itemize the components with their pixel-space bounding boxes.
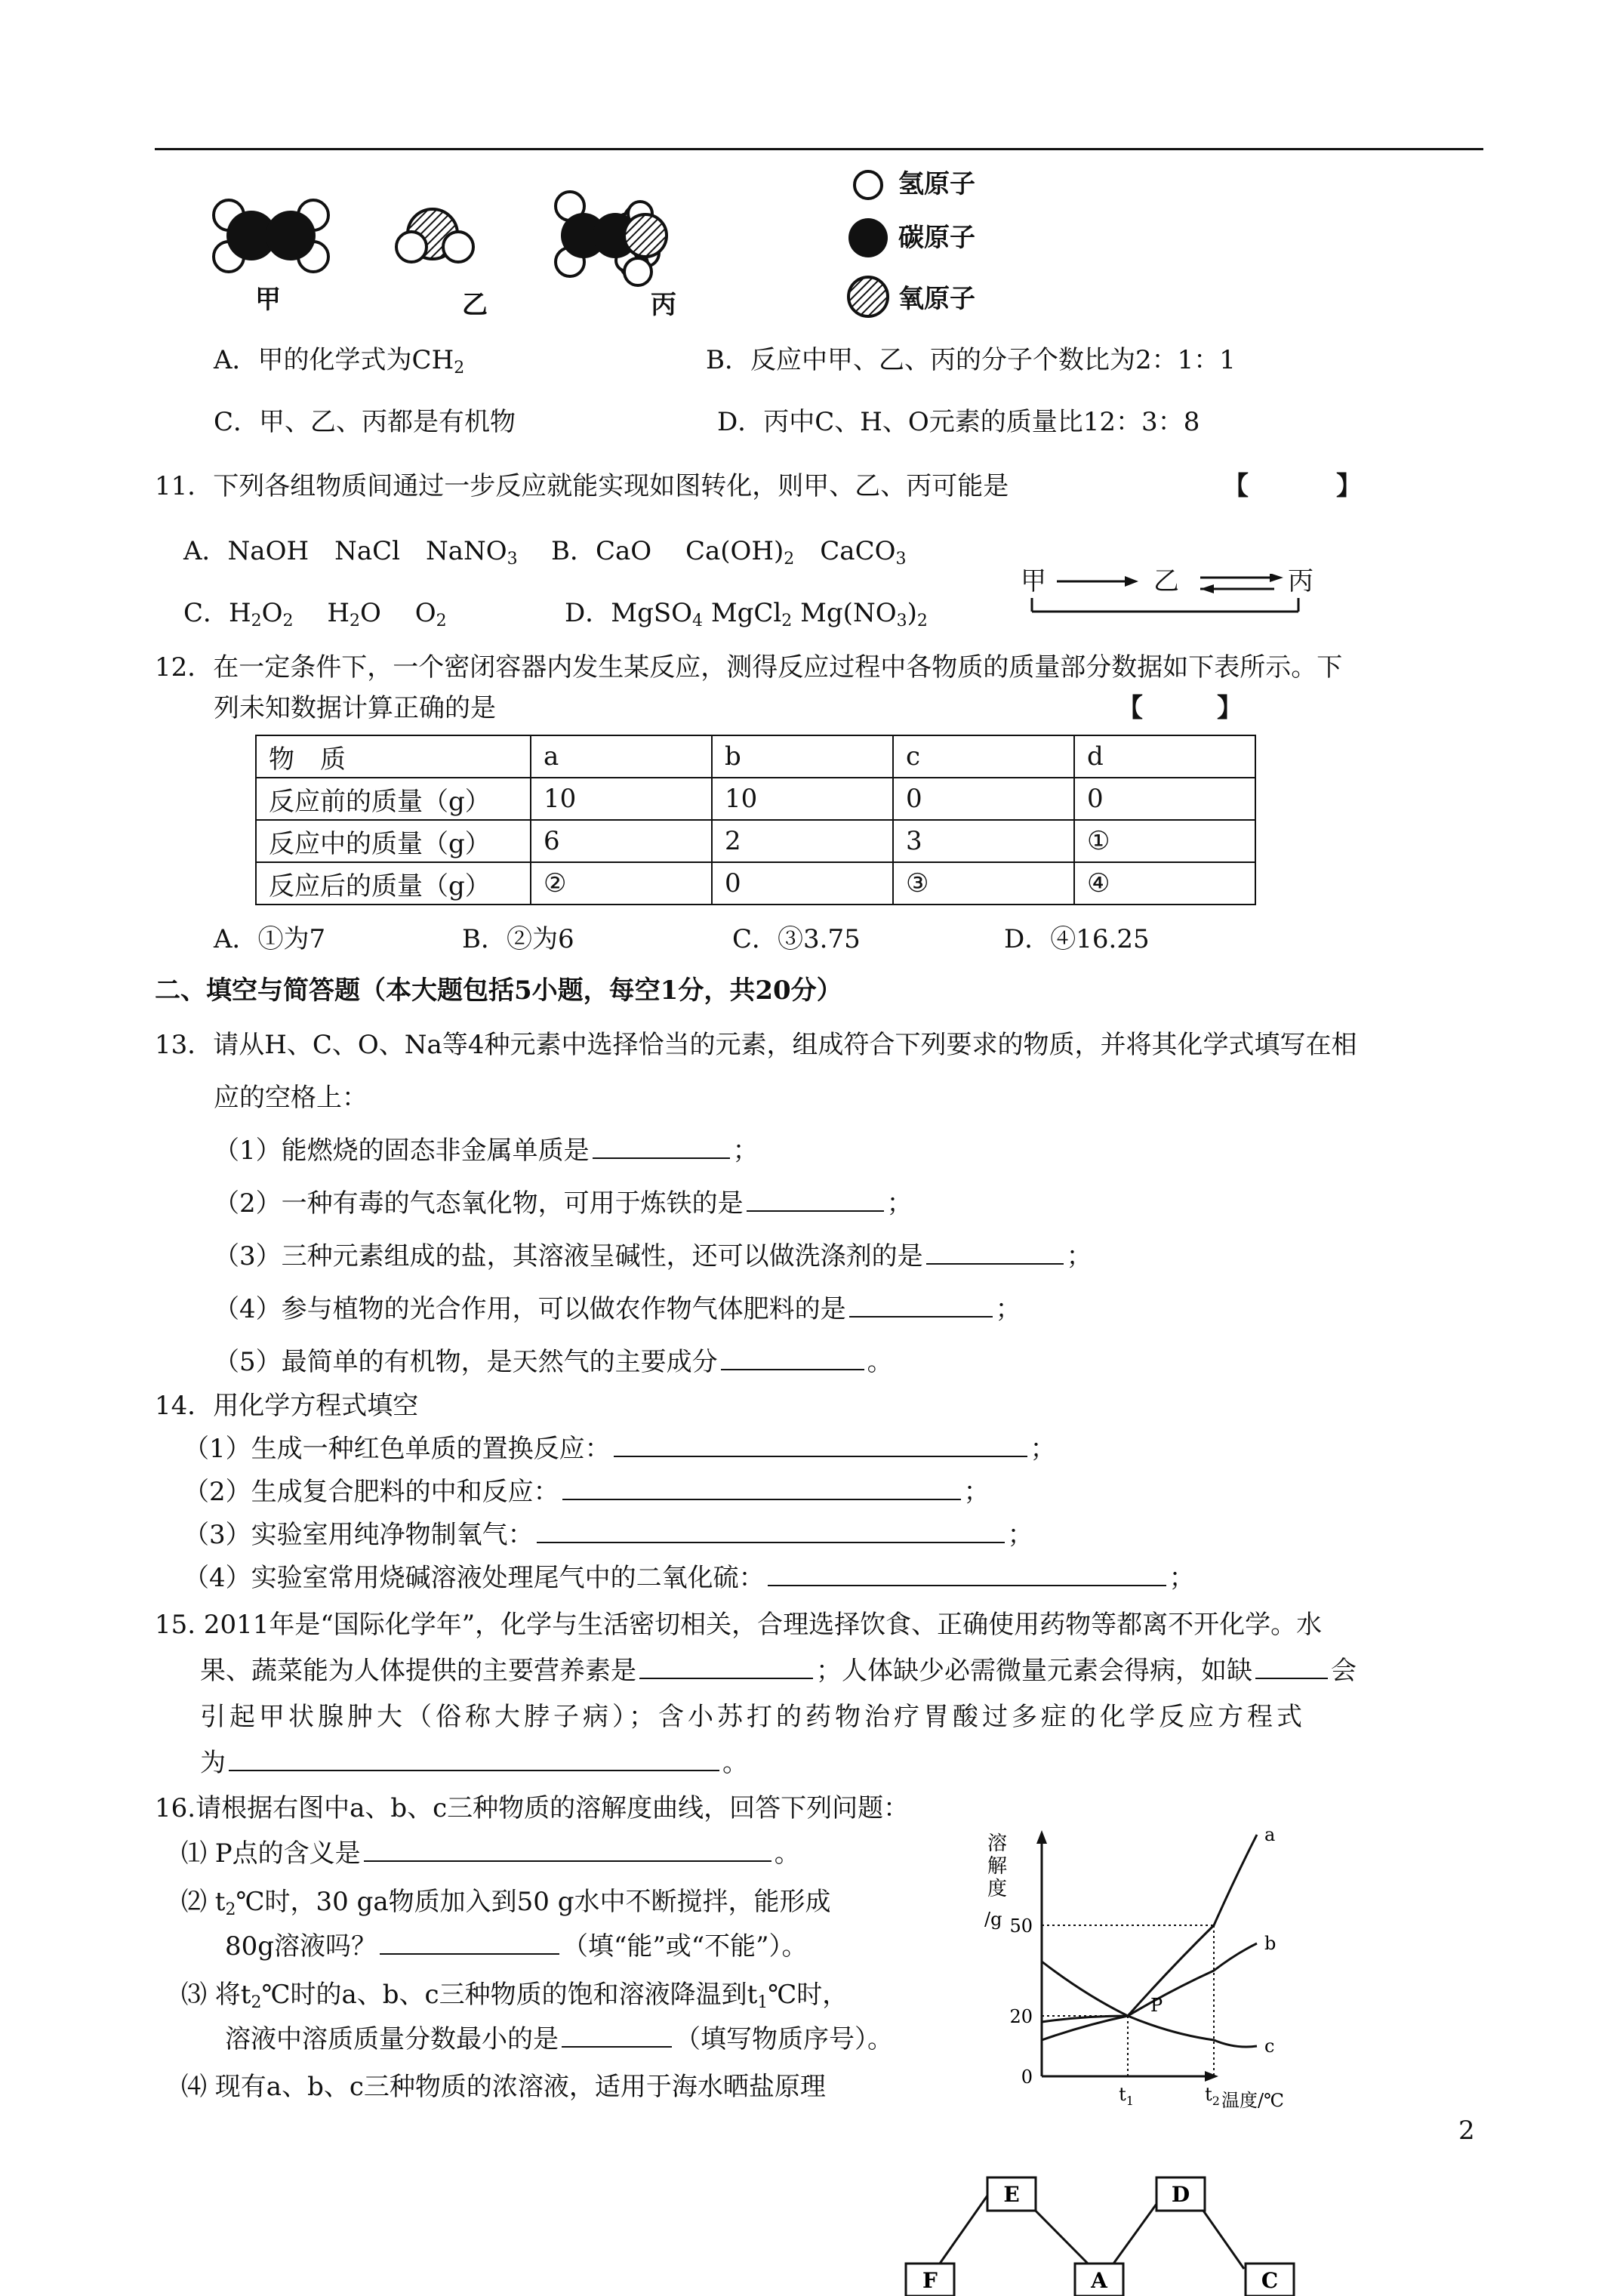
table-row	[256, 820, 1255, 862]
node-a	[1075, 2264, 1123, 2296]
table-header-cell: d	[1074, 735, 1255, 778]
table-cell: 10	[712, 778, 893, 820]
q16-part2-line2: 80g溶液吗？ （填“能”或“不能”）。	[225, 1931, 808, 1962]
molecule-bing	[556, 192, 667, 285]
molecule-label-bing: 丙	[651, 290, 676, 320]
table-cell: 反应中的质量（g）	[256, 820, 531, 862]
molecule-label-jia: 甲	[255, 285, 281, 315]
molecule-label-yi: 乙	[462, 290, 488, 320]
node-f	[906, 2264, 954, 2296]
node-d	[1156, 2177, 1205, 2211]
network-diagram	[891, 2174, 1344, 2296]
q13-stem-line2: 应的空格上：	[214, 1083, 368, 1113]
q15-line1: 15. 2011年是“国际化学年”，化学与生活密切相关，合理选择饮食、正确使用药物等都离不开化学。水	[155, 1610, 1323, 1640]
answer-blank[interactable]	[614, 1433, 1027, 1457]
answer-blank[interactable]	[537, 1519, 1005, 1543]
q13-item-1: （1）能燃烧的固态非金属单质是 ；	[214, 1136, 759, 1166]
table-cell: 反应后的质量（g）	[256, 862, 531, 905]
molecule-yi	[396, 209, 473, 262]
point-p-label: P	[1150, 1995, 1163, 2016]
q15-line4: 为 。	[200, 1748, 748, 1778]
table-header-cell: c	[893, 735, 1074, 778]
q14-item-1: （1）生成一种红色单质的置换反应： ；	[183, 1434, 1056, 1464]
q10-option-a: A．甲的化学式为$CH_2$	[214, 345, 465, 378]
series-line-a	[1042, 1835, 1257, 2040]
solubility-chart	[981, 1827, 1298, 2114]
q10-option-c: C．甲、乙、丙都是有机物	[214, 407, 516, 437]
q13-item-4: （4）参与植物的光合作用，可以做农作物气体肥料的是 ；	[214, 1294, 1021, 1324]
q13-stem-line1: 13．请从H、C、O、Na等4种元素中选择恰当的元素，组成符合下列要求的物质，并将其化学式填写在相	[155, 1030, 1357, 1060]
q12-option-b: B．②为6	[462, 924, 574, 954]
q13-item-3: （3）三种元素组成的盐，其溶液呈碱性，还可以做洗涤剂的是 ；	[214, 1241, 1092, 1271]
x-axis-label: 温度/℃	[1221, 2090, 1284, 2111]
legend-hydrogen: 氢原子	[898, 169, 975, 199]
q13-item-2: （2）一种有毒的气态氧化物，可用于炼铁的是 ；	[214, 1188, 913, 1219]
q16-stem: 16.请根据右图中a、b、c三种物质的溶解度曲线，回答下列问题：	[155, 1793, 910, 1823]
series-label-a: a	[1264, 1827, 1276, 1845]
answer-blank[interactable]	[768, 1562, 1166, 1586]
table-cell: ②	[531, 862, 712, 905]
table-cell: 0	[712, 862, 893, 905]
y-axis-unit: /g	[984, 1909, 1002, 1930]
table-header-cell: 物 质	[256, 735, 531, 778]
q10-option-b: B．反应中甲、乙、丙的分子个数比为2：1：1	[706, 345, 1236, 375]
table-cell: 3	[893, 820, 1074, 862]
q11-option-c: C．$H_2O_2$ $H_2O$ $O_2$	[183, 598, 447, 630]
q12-bracket-left: 【	[1117, 693, 1143, 723]
q11-option-a: A．NaOH NaCl NaNO$_3$	[183, 536, 518, 569]
q11-bracket-right: 】	[1336, 471, 1362, 501]
q15-line3: 引起甲状腺肿大（俗称大脖子病）；含小苏打的药物治疗胃酸过多症的化学反应方程式	[200, 1702, 1306, 1732]
table-cell: 0	[1074, 778, 1255, 820]
node-e	[987, 2177, 1036, 2211]
table-row	[256, 862, 1255, 905]
y-axis-arrow-icon	[1036, 1830, 1047, 1844]
answer-blank[interactable]	[926, 1240, 1064, 1265]
q16-part1: ⑴ P点的含义是 。	[181, 1838, 800, 1869]
q16-part2-line1: ⑵ $t_2℃$时，30 ga物质加入到50 g水中不断搅拌，能形成	[181, 1887, 831, 1919]
answer-blank[interactable]	[593, 1135, 730, 1159]
table-cell: ①	[1074, 820, 1255, 862]
table-header-row	[256, 735, 1255, 778]
q10-option-d: D．丙中C、H、O元素的质量比12：3：8	[717, 407, 1200, 437]
answer-blank[interactable]	[562, 1476, 961, 1500]
y-tick-label: 0	[1021, 2066, 1033, 2088]
svg-text:D: D	[1171, 2182, 1190, 2207]
answer-blank[interactable]	[380, 1931, 559, 1955]
carbon-atom-icon	[848, 218, 888, 257]
diagram-node-jia: 甲	[1021, 566, 1046, 596]
legend-carbon: 碳原子	[898, 223, 975, 253]
table-cell: 6	[531, 820, 712, 862]
q11-option-d: D．MgSO$_4$ MgCl$_2$ $Mg(NO_3)_2$	[565, 598, 928, 630]
y-axis-label-1: 溶	[987, 1832, 1008, 1855]
x-axis-arrow-icon	[1205, 2071, 1218, 2082]
transformation-arrows	[1019, 574, 1336, 627]
q14-item-2: （2）生成复合肥料的中和反应： ；	[183, 1477, 990, 1507]
table-cell: ③	[893, 862, 1074, 905]
hydrogen-atom-icon	[855, 171, 882, 199]
table-cell: 10	[531, 778, 712, 820]
q16-part3-line2: 溶液中溶质质量分数最小的是 （填写物质序号）。	[225, 2024, 893, 2054]
svg-text:F: F	[922, 2268, 938, 2293]
q14-stem: 14．用化学方程式填空	[155, 1391, 419, 1421]
q11-option-b: B．CaO $Ca(OH)_2$ CaCO$_3$	[551, 536, 907, 569]
answer-blank[interactable]	[639, 1655, 813, 1679]
answer-blank[interactable]	[562, 2023, 672, 2048]
page-number: 2	[1458, 2116, 1475, 2146]
table-cell: 2	[712, 820, 893, 862]
x-tick-label: $t_2$	[1205, 2084, 1220, 2108]
y-axis-label-3: 度	[987, 1878, 1008, 1900]
table-header-cell: b	[712, 735, 893, 778]
q12-option-d: D．④16.25	[1004, 924, 1150, 954]
q14-item-4: （4）实验室常用烧碱溶液处理尾气中的二氧化硫： ；	[183, 1563, 1195, 1593]
series-line-b	[1042, 1943, 1257, 2022]
oxygen-atom-icon	[848, 277, 888, 316]
node-c	[1246, 2264, 1294, 2296]
series-label-b: b	[1264, 1933, 1277, 1954]
answer-blank[interactable]	[1255, 1655, 1328, 1679]
q12-option-c: C．③3.75	[732, 924, 861, 954]
answer-blank[interactable]	[364, 1838, 771, 1862]
diagram-node-bing: 丙	[1288, 566, 1313, 596]
molecule-jia	[214, 200, 328, 272]
q15-line2: 果、蔬菜能为人体提供的主要营养素是 ；人体缺少必需微量元素会得病，如缺 会	[200, 1656, 1357, 1686]
q12-stem-line1: 12．在一定条件下，一个密闭容器内发生某反应，测得反应过程中各物质的质量部分数据如下表所示。下	[155, 652, 1343, 683]
svg-text:A: A	[1091, 2268, 1107, 2293]
table-row	[256, 778, 1255, 820]
q11-stem: 11．下列各组物质间通过一步反应就能实现如图转化，则甲、乙、丙可能是	[155, 471, 1009, 501]
q13-item-5: （5）最简单的有机物，是天然气的主要成分 。	[214, 1347, 893, 1377]
answer-blank[interactable]	[849, 1293, 993, 1318]
x-tick-label: $t_1$	[1119, 2084, 1134, 2108]
q16-part3-line1: ⑶ 将$t_2℃$时的a、b、c三种物质的饱和溶液降温到$t_1℃$时，	[181, 1980, 848, 2012]
svg-text:C: C	[1261, 2268, 1279, 2293]
table-cell: 反应前的质量（g）	[256, 778, 531, 820]
svg-text:E: E	[1003, 2182, 1020, 2207]
q12-option-a: A．①为7	[214, 924, 326, 954]
table-header-cell: a	[531, 735, 712, 778]
q16-part4: ⑷ 现有a、b、c三种物质的浓溶液，适用于海水晒盐原理	[181, 2072, 826, 2102]
series-label-c: c	[1264, 2036, 1275, 2057]
top-rule	[155, 148, 1483, 150]
mass-table	[255, 735, 1256, 905]
q12-bracket-right: 】	[1217, 693, 1243, 723]
legend-oxygen: 氧原子	[898, 284, 975, 314]
y-axis-label-2: 解	[987, 1855, 1008, 1878]
answer-blank[interactable]	[229, 1747, 719, 1771]
diagram-node-yi: 乙	[1153, 566, 1179, 596]
table-cell: 0	[893, 778, 1074, 820]
q14-item-3: （3）实验室用纯净物制氧气： ；	[183, 1520, 1033, 1550]
y-tick-label: 20	[1009, 2006, 1033, 2027]
answer-blank[interactable]	[721, 1346, 864, 1370]
table-cell: ④	[1074, 862, 1255, 905]
q12-stem-line2: 列未知数据计算正确的是	[214, 693, 496, 723]
y-tick-label: 50	[1009, 1915, 1033, 1937]
answer-blank[interactable]	[747, 1188, 884, 1212]
q11-bracket-left: 【	[1223, 471, 1249, 501]
section2-title: 二、填空与简答题（本大题包括5小题，每空1分，共20分）	[155, 975, 842, 1006]
